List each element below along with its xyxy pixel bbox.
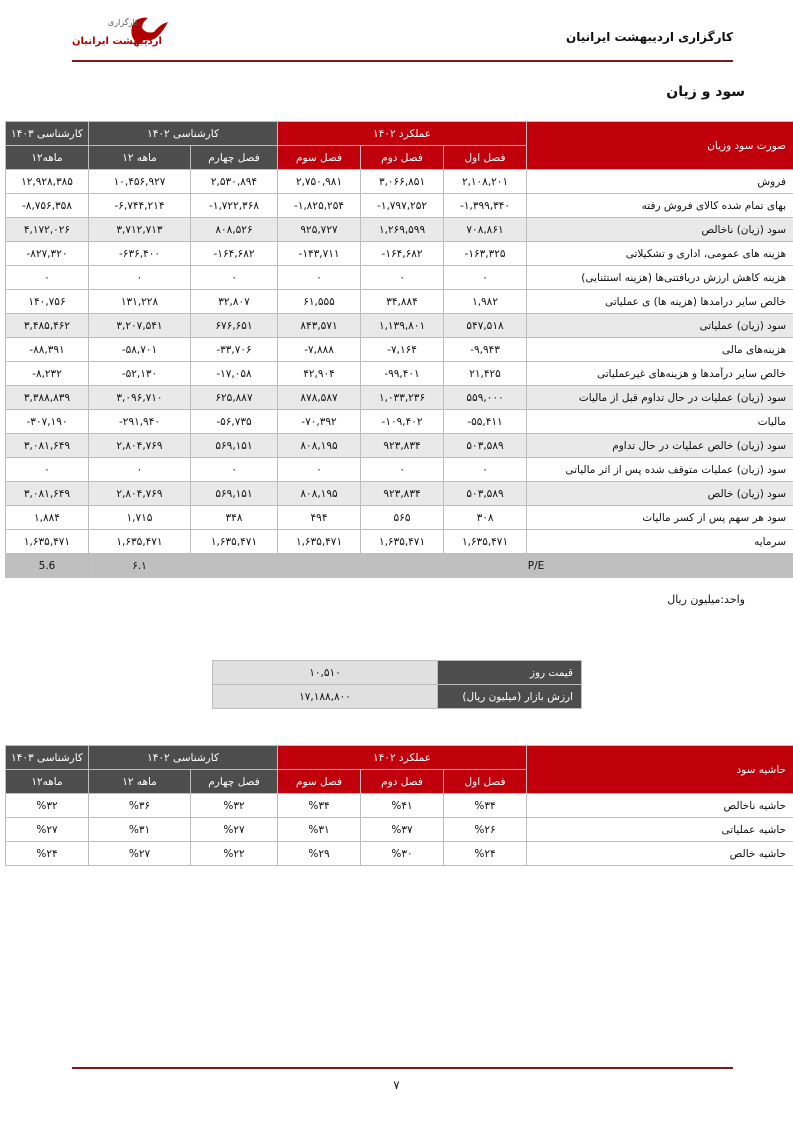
market-cap-label: ارزش بازار (میلیون ریال) bbox=[438, 685, 582, 709]
table-cell: ۵۴۷,۵۱۸ bbox=[444, 314, 527, 338]
table-row bbox=[6, 842, 793, 866]
table-cell: -۵۸,۷۰۱ bbox=[89, 338, 191, 362]
table-cell: ۸۴۳,۵۷۱ bbox=[278, 314, 361, 338]
page-number: ۷ bbox=[393, 1078, 400, 1092]
table-cell: -۱۰۹,۴۰۲ bbox=[361, 410, 444, 434]
table-cell: -۸۸,۳۹۱ bbox=[6, 338, 89, 362]
table-cell: ۰ bbox=[191, 266, 278, 290]
table-cell: -۶,۷۴۴,۲۱۴ bbox=[89, 194, 191, 218]
table-cell: -۱,۷۹۷,۲۵۲ bbox=[361, 194, 444, 218]
table-cell: ۰ bbox=[444, 458, 527, 482]
table-row bbox=[6, 506, 793, 530]
table-cell: ۱,۶۳۵,۴۷۱ bbox=[191, 530, 278, 554]
table-cell: ۰ bbox=[6, 458, 89, 482]
table-cell: ۱,۶۳۵,۴۷۱ bbox=[361, 530, 444, 554]
margin-subheader-1402-12m: ۱۲ ماهه bbox=[89, 770, 191, 794]
section-title: سود و زیان bbox=[666, 84, 745, 100]
row-label: سود هر سهم پس از کسر مالیات bbox=[527, 506, 793, 530]
group-header-est-1402: کارشناسی ۱۴۰۲ bbox=[89, 122, 278, 146]
table-cell: ۳۰۸ bbox=[444, 506, 527, 530]
table-cell: %۲۴ bbox=[444, 842, 527, 866]
table-cell: -۱۶۴,۶۸۲ bbox=[191, 242, 278, 266]
row-label: حاشیه خالص bbox=[527, 842, 793, 866]
table-cell: ۰ bbox=[6, 266, 89, 290]
table-cell: %۲۷ bbox=[6, 818, 89, 842]
table-cell: -۵۲,۱۳۰ bbox=[89, 362, 191, 386]
table-cell: ۵۵۹,۰۰۰ bbox=[444, 386, 527, 410]
table-cell: ۸۷۸,۵۸۷ bbox=[278, 386, 361, 410]
income-statement-table bbox=[5, 121, 793, 578]
table-cell: ۳۴,۸۸۴ bbox=[361, 290, 444, 314]
margin-subheader-q1: فصل اول bbox=[444, 770, 527, 794]
table-cell: %۲۲ bbox=[191, 842, 278, 866]
table-cell: ۳,۷۱۲,۷۱۳ bbox=[89, 218, 191, 242]
table-cell: %۳۴ bbox=[444, 794, 527, 818]
table-cell: ۰ bbox=[361, 266, 444, 290]
subheader-1403-12m: ۱۲ماهه bbox=[6, 146, 89, 170]
table-cell: ۲,۷۵۰,۹۸۱ bbox=[278, 170, 361, 194]
table-cell: %۲۷ bbox=[191, 818, 278, 842]
logo-top-text: کارگزاری bbox=[108, 18, 139, 27]
table-cell: ۲,۸۰۴,۷۶۹ bbox=[89, 434, 191, 458]
table-cell: %۳۰ bbox=[361, 842, 444, 866]
table-row bbox=[6, 482, 793, 506]
table-cell: -۸۲۷,۳۲۰ bbox=[6, 242, 89, 266]
table-cell: %۲۷ bbox=[89, 842, 191, 866]
table-cell: ۹۲۵,۷۲۷ bbox=[278, 218, 361, 242]
margin-group-est-1402: کارشناسی ۱۴۰۲ bbox=[89, 746, 278, 770]
market-cap-value: ۱۷,۱۸۸,۸۰۰ bbox=[213, 685, 438, 709]
table-cell: -۱,۸۲۵,۲۵۴ bbox=[278, 194, 361, 218]
table-cell: %۳۶ bbox=[89, 794, 191, 818]
table-cell: ۲,۱۰۸,۲۰۱ bbox=[444, 170, 527, 194]
table-cell: -۱,۷۲۲,۳۶۸ bbox=[191, 194, 278, 218]
table-cell: ۳,۲۰۷,۵۴۱ bbox=[89, 314, 191, 338]
table-cell: %۳۲ bbox=[6, 794, 89, 818]
table-cell: ۰ bbox=[278, 266, 361, 290]
table-cell: -۳۰۷,۱۹۰ bbox=[6, 410, 89, 434]
market-price-value: ۱۰,۵۱۰ bbox=[213, 661, 438, 685]
pe-row bbox=[6, 554, 793, 578]
margin-subheader-1403-12m: ۱۲ماهه bbox=[6, 770, 89, 794]
company-logo bbox=[72, 14, 182, 58]
table-corner-label: صورت سود وزیان bbox=[527, 122, 793, 170]
table-cell: ۱,۸۸۴ bbox=[6, 506, 89, 530]
table-cell: -۱۶۴,۶۸۲ bbox=[361, 242, 444, 266]
table-cell: ۳۲,۸۰۷ bbox=[191, 290, 278, 314]
table-row bbox=[6, 194, 793, 218]
table-cell: ۹۲۳,۸۳۴ bbox=[361, 434, 444, 458]
footer-divider bbox=[72, 1067, 733, 1069]
table-cell: ۱,۲۶۹,۵۹۹ bbox=[361, 218, 444, 242]
table-cell: -۷,۸۸۸ bbox=[278, 338, 361, 362]
table-cell: -۲۹۱,۹۴۰ bbox=[89, 410, 191, 434]
table-cell: -۷,۱۶۴ bbox=[361, 338, 444, 362]
row-label: سود (زیان) خالص bbox=[527, 482, 793, 506]
table-cell: ۴۲,۹۰۴ bbox=[278, 362, 361, 386]
margin-group-est-1403: کارشناسی ۱۴۰۳ bbox=[6, 746, 89, 770]
row-label: خالص سایر درآمدها و هزینه‌های غیرعملیاتی bbox=[527, 362, 793, 386]
table-cell: ۰ bbox=[89, 266, 191, 290]
row-label: مالیات bbox=[527, 410, 793, 434]
table-cell: ۴,۱۷۲,۰۲۶ bbox=[6, 218, 89, 242]
row-label: فروش bbox=[527, 170, 793, 194]
margin-subheader-q4: فصل چهارم bbox=[191, 770, 278, 794]
table-cell: ۴۹۴ bbox=[278, 506, 361, 530]
group-header-est-1403: کارشناسی ۱۴۰۳ bbox=[6, 122, 89, 146]
table-cell: ۵۶۹,۱۵۱ bbox=[191, 434, 278, 458]
table-row bbox=[6, 242, 793, 266]
header-divider bbox=[72, 60, 733, 62]
row-label: بهای تمام شده کالای فروش رفته bbox=[527, 194, 793, 218]
row-label: سود (زیان) عملیاتی bbox=[527, 314, 793, 338]
table-cell: ۸۰۸,۱۹۵ bbox=[278, 482, 361, 506]
subheader-1402-12m: ۱۲ ماهه bbox=[89, 146, 191, 170]
table-cell: -۳۳,۷۰۶ bbox=[191, 338, 278, 362]
row-label: سود (زیان) خالص عملیات در حال تداوم bbox=[527, 434, 793, 458]
table-cell: ۳,۰۸۱,۶۴۹ bbox=[6, 482, 89, 506]
table-row bbox=[6, 530, 793, 554]
table-cell: ۱,۹۸۲ bbox=[444, 290, 527, 314]
table-cell: -۱,۳۹۹,۳۴۰ bbox=[444, 194, 527, 218]
table-row bbox=[6, 818, 793, 842]
margin-corner-label: حاشیه سود bbox=[527, 746, 793, 794]
table-cell: -۵۵,۴۱۱ bbox=[444, 410, 527, 434]
table-cell: -۹۹,۴۰۱ bbox=[361, 362, 444, 386]
table-cell: ۱,۶۳۵,۴۷۱ bbox=[6, 530, 89, 554]
table-cell: -۵۶,۷۳۵ bbox=[191, 410, 278, 434]
table-cell: ۱,۷۱۵ bbox=[89, 506, 191, 530]
pe-1403-value: 5.6 bbox=[6, 554, 89, 578]
logo-main-text: اردیبهشت ایرانیان bbox=[72, 36, 162, 47]
table-cell: %۲۶ bbox=[444, 818, 527, 842]
table-cell: ۳۴۸ bbox=[191, 506, 278, 530]
table-cell: ۸۰۸,۵۲۶ bbox=[191, 218, 278, 242]
unit-note: واحد:میلیون ریال bbox=[667, 593, 745, 606]
table-cell: ۱,۶۳۵,۴۷۱ bbox=[444, 530, 527, 554]
table-cell: ۲۱,۴۲۵ bbox=[444, 362, 527, 386]
table-cell: -۱۷,۰۵۸ bbox=[191, 362, 278, 386]
table-cell: ۵۰۳,۵۸۹ bbox=[444, 482, 527, 506]
table-cell: %۳۱ bbox=[278, 818, 361, 842]
group-header-actual-1402: عملکرد ۱۴۰۲ bbox=[278, 122, 527, 146]
subheader-q1: فصل اول bbox=[444, 146, 527, 170]
table-cell: %۳۱ bbox=[89, 818, 191, 842]
market-price-label: قیمت روز bbox=[438, 661, 582, 685]
table-cell: ۳,۰۹۶,۷۱۰ bbox=[89, 386, 191, 410]
table-cell: ۱۳۱,۲۲۸ bbox=[89, 290, 191, 314]
table-cell: %۳۴ bbox=[278, 794, 361, 818]
table-cell: ۱,۱۳۹,۸۰۱ bbox=[361, 314, 444, 338]
table-cell: ۳,۴۸۵,۴۶۲ bbox=[6, 314, 89, 338]
table-cell: ۷۰۸,۸۶۱ bbox=[444, 218, 527, 242]
table-row bbox=[6, 458, 793, 482]
row-label: سود (زیان) عملیات در حال تداوم قبل از مالیات bbox=[527, 386, 793, 410]
table-cell: ۶۷۶,۶۵۱ bbox=[191, 314, 278, 338]
table-cell: ۳,۰۶۶,۸۵۱ bbox=[361, 170, 444, 194]
table-row bbox=[6, 290, 793, 314]
table-cell: ۱,۰۳۳,۲۳۶ bbox=[361, 386, 444, 410]
table-row bbox=[6, 386, 793, 410]
row-label: حاشیه عملیاتی bbox=[527, 818, 793, 842]
table-cell: ۱۰,۴۵۶,۹۲۷ bbox=[89, 170, 191, 194]
table-cell: ۳,۳۸۸,۸۳۹ bbox=[6, 386, 89, 410]
table-cell: -۱۴۳,۷۱۱ bbox=[278, 242, 361, 266]
row-label: سود (زیان) عملیات متوقف شده پس از اثر مالیاتی bbox=[527, 458, 793, 482]
table-cell: ۶۲۵,۸۸۷ bbox=[191, 386, 278, 410]
table-cell: ۱۲,۹۲۸,۳۸۵ bbox=[6, 170, 89, 194]
table-row bbox=[6, 266, 793, 290]
margin-subheader-q2: فصل دوم bbox=[361, 770, 444, 794]
table-cell: ۰ bbox=[444, 266, 527, 290]
subheader-q3: فصل سوم bbox=[278, 146, 361, 170]
table-cell: %۲۴ bbox=[6, 842, 89, 866]
subheader-q4: فصل چهارم bbox=[191, 146, 278, 170]
margin-subheader-q3: فصل سوم bbox=[278, 770, 361, 794]
table-cell: %۴۱ bbox=[361, 794, 444, 818]
table-row bbox=[6, 434, 793, 458]
header-title: کارگزاری اردیبهشت ایرانیان bbox=[566, 30, 733, 44]
table-cell: -۷۰,۳۹۲ bbox=[278, 410, 361, 434]
table-cell: ۱,۶۳۵,۴۷۱ bbox=[278, 530, 361, 554]
table-cell: ۰ bbox=[89, 458, 191, 482]
row-label: هزینه های عمومی، اداری و تشکیلاتی bbox=[527, 242, 793, 266]
row-label: هزینه کاهش ارزش دریافتنی‌ها (هزینه استثنایی) bbox=[527, 266, 793, 290]
table-cell: ۰ bbox=[278, 458, 361, 482]
pe-empty-cell bbox=[191, 554, 278, 578]
row-label: سرمایه bbox=[527, 530, 793, 554]
row-label: خالص سایر درامدها (هزینه ها) ی عملیاتی bbox=[527, 290, 793, 314]
table-cell: ۱,۶۳۵,۴۷۱ bbox=[89, 530, 191, 554]
row-label: سود (زیان) ناخالص bbox=[527, 218, 793, 242]
table-cell: -۸,۲۳۲ bbox=[6, 362, 89, 386]
pe-label: P/E bbox=[278, 554, 793, 578]
table-cell: ۰ bbox=[191, 458, 278, 482]
table-cell: ۵۶۵ bbox=[361, 506, 444, 530]
subheader-q2: فصل دوم bbox=[361, 146, 444, 170]
table-row bbox=[6, 338, 793, 362]
table-cell: ۱۴۰,۷۵۶ bbox=[6, 290, 89, 314]
table-cell: ۶۱,۵۵۵ bbox=[278, 290, 361, 314]
table-cell: -۸,۷۵۶,۳۵۸ bbox=[6, 194, 89, 218]
table-row bbox=[6, 794, 793, 818]
table-cell: ۵۶۹,۱۵۱ bbox=[191, 482, 278, 506]
table-cell: ۹۲۳,۸۳۴ bbox=[361, 482, 444, 506]
table-row bbox=[6, 218, 793, 242]
table-cell: ۳,۰۸۱,۶۴۹ bbox=[6, 434, 89, 458]
table-cell: %۲۹ bbox=[278, 842, 361, 866]
table-cell: ۲,۸۰۴,۷۶۹ bbox=[89, 482, 191, 506]
profit-margin-table bbox=[5, 745, 793, 866]
table-cell: -۹,۹۴۳ bbox=[444, 338, 527, 362]
table-cell: ۵۰۳,۵۸۹ bbox=[444, 434, 527, 458]
table-row bbox=[6, 170, 793, 194]
pe-1402-value: ۶.۱ bbox=[89, 554, 191, 578]
table-row bbox=[6, 314, 793, 338]
table-row bbox=[6, 410, 793, 434]
table-row bbox=[6, 362, 793, 386]
row-label: حاشیه ناخالص bbox=[527, 794, 793, 818]
margin-group-actual-1402: عملکرد ۱۴۰۲ bbox=[278, 746, 527, 770]
table-cell: ۲,۵۳۰,۸۹۴ bbox=[191, 170, 278, 194]
table-cell: ۰ bbox=[361, 458, 444, 482]
market-value-table bbox=[212, 660, 582, 709]
table-cell: %۳۲ bbox=[191, 794, 278, 818]
row-label: هزینه‌های مالی bbox=[527, 338, 793, 362]
table-cell: ۸۰۸,۱۹۵ bbox=[278, 434, 361, 458]
table-cell: %۳۷ bbox=[361, 818, 444, 842]
table-cell: -۱۶۳,۳۲۵ bbox=[444, 242, 527, 266]
table-cell: -۶۳۶,۴۰۰ bbox=[89, 242, 191, 266]
